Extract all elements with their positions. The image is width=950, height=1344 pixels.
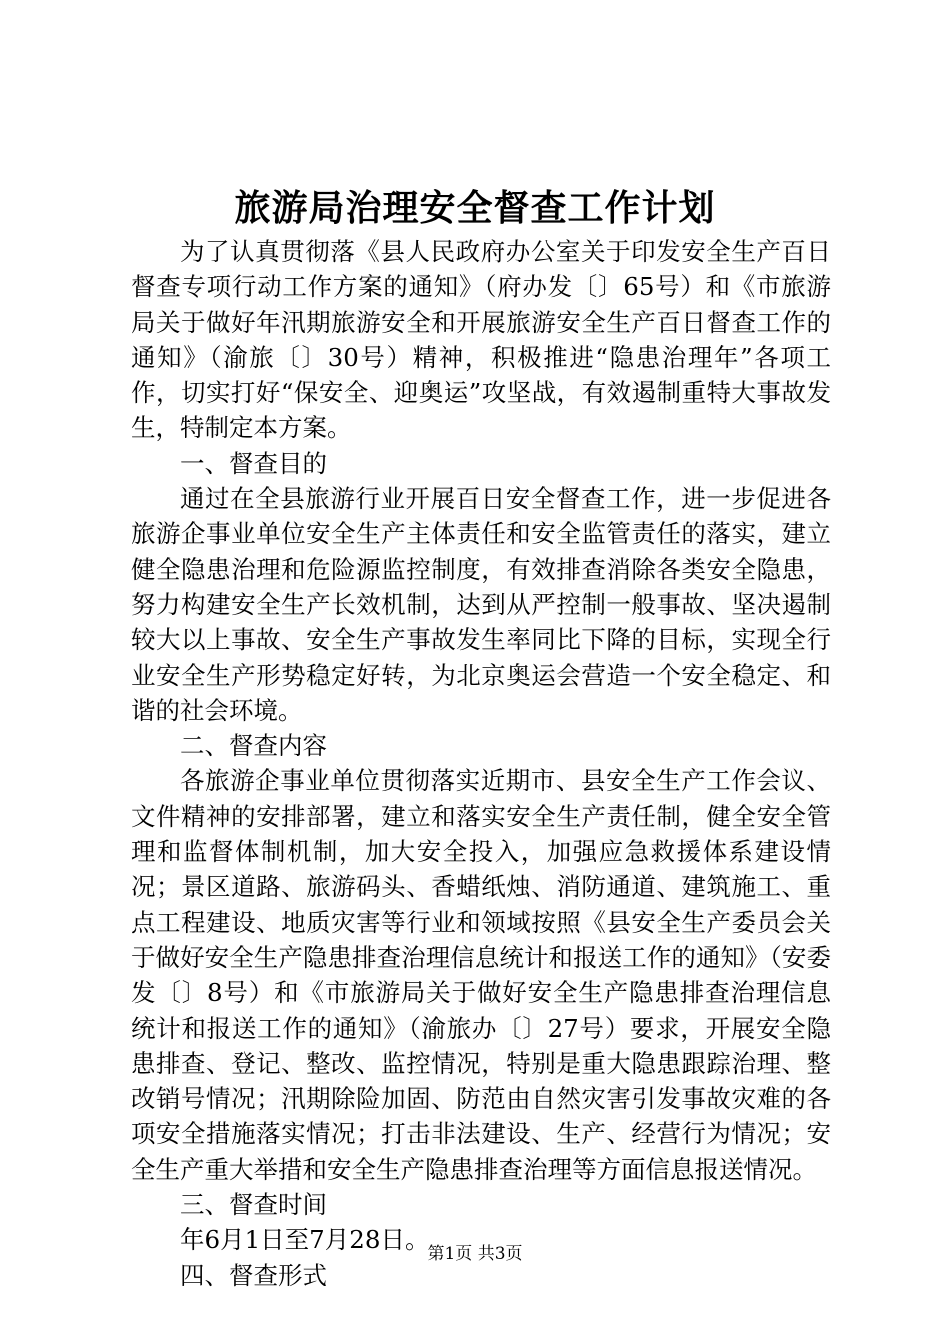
section-heading-purpose: 一、督查目的 [180, 448, 327, 478]
document-body [131, 234, 831, 1293]
page-number: 第1页 共3页 [427, 1244, 523, 1264]
document-title: 旅游局治理安全督查工作计划 [234, 187, 716, 229]
intro-paragraph: 为了认真贯彻落《县人民政府办公室关于印发安全生产百日督查专项行动工作方案的通知》（府办发〔〕65号）和《市旅游局关于做好年汛期旅游安全和开展旅游安全生产百日督查工作的通知》（渝旅〔〕30号）精神，积极推进“隐患治理年”各项工作，切实打好“保安全、迎奥运”攻坚战，有效遏制重特大事故发生，特制定本方案。 [131, 237, 831, 443]
purpose-paragraph: 通过在全县旅游行业开展百日安全督查工作，进一步促进各旅游企事业单位安全生产主体责任和安全监管责任的落实，建立健全隐患治理和危险源监控制度，有效排查消除各类安全隐患，努力构建安全生产长效机制，达到从严控制一般事故、坚决遏制较大以上事故、安全生产事故发生率同比下降的目标，实现全行业安全生产形势稳定好转，为北京奥运会营造一个安全稳定、和谐的社会环境。 [131, 484, 831, 725]
section-heading-content: 二、督查内容 [180, 731, 327, 761]
section-heading-time: 三、督查时间 [180, 1190, 327, 1220]
content-paragraph: 各旅游企事业单位贯彻落实近期市、县安全生产工作会议、文件精神的安排部署，建立和落实安全生产责任制，健全安全管理和监督体制机制，加大安全投入，加强应急救援体系建设情况；景区道路、旅游码头、香蜡纸烛、消防通道、建筑施工、重点工程建设、地质灾害等行业和领域按照《县安全生产委员会关于做好安全生产隐患排查治理信息统计和报送工作的通知》（安委发〔〕8号）和《市旅游局关于做好安全生产隐患排查治理信息统计和报送工作的通知》（渝旅办〔〕27号）要求，开展安全隐患排查、登记、整改、监控情况，特别是重大隐患跟踪治理、整改销号情况；汛期除险加固、防范由自然灾害引发事故灾难的各项安全措施落实情况；打击非法建设、生产、经营行为情况；安全生产重大举措和安全生产隐患排查治理等方面信息报送情况。 [131, 766, 831, 1184]
time-paragraph: 年6月1日至7月28日。 [180, 1225, 430, 1255]
section-heading-form: 四、督查形式 [180, 1260, 327, 1290]
